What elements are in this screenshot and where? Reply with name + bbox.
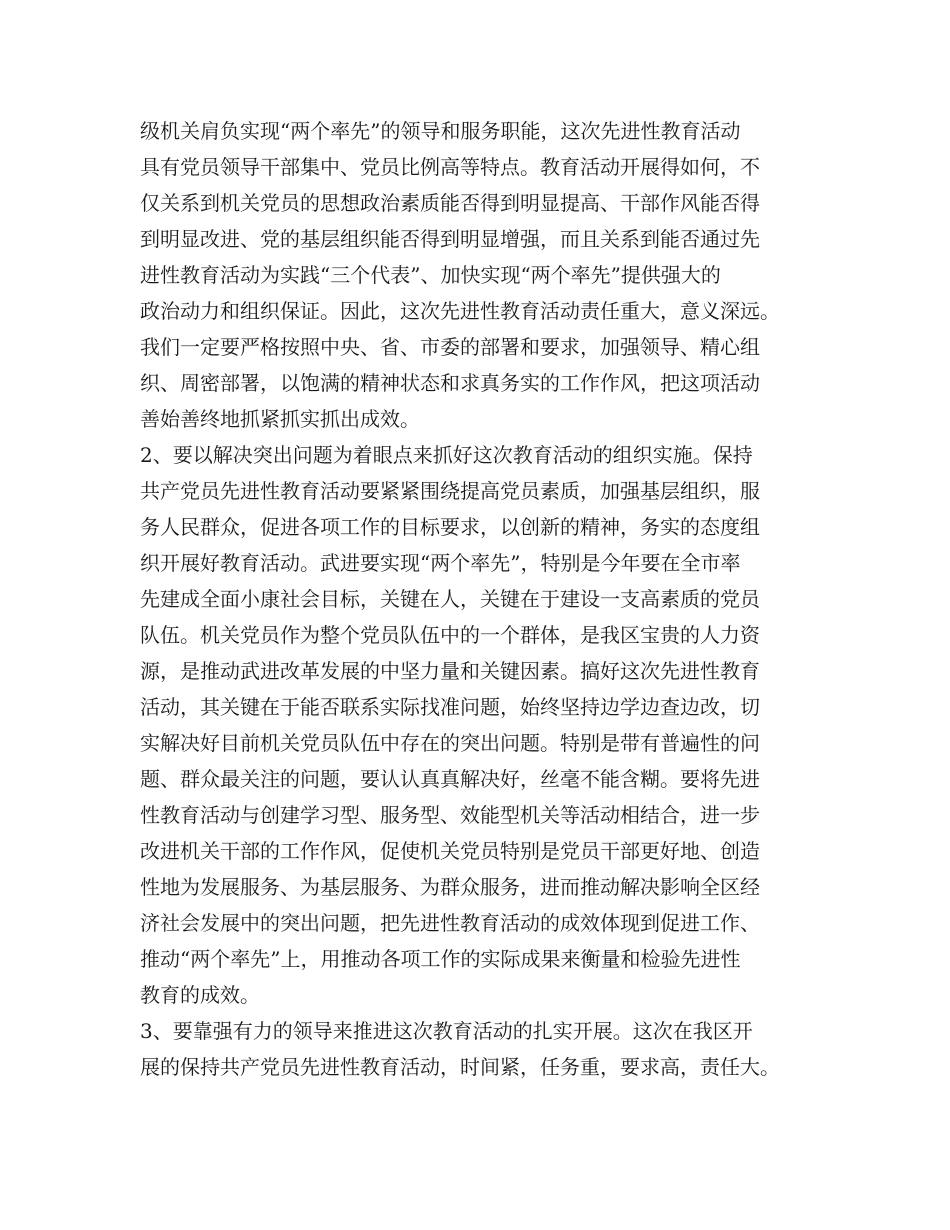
text-line: 济社会发展中的突出问题，把先进性教育活动的成效体现到促进工作、 xyxy=(140,911,760,935)
text-line: 活动，其关键在于能否联系实际找准问题，始终坚持边学边查边改，切 xyxy=(140,695,760,719)
text-line: 3、要靠强有力的领导来推进这次教育活动的扎实开展。这次在我区开 xyxy=(140,1019,753,1043)
text-line: 共产党员先进性教育活动要紧紧围绕提高党员素质，加强基层组织，服 xyxy=(140,479,760,503)
text-line: 2、要以解决突出问题为着眼点来抓好这次教育活动的组织实施。保持 xyxy=(140,443,753,467)
text-line: 织、周密部署，以饱满的精神状态和求真务实的工作作风，把这项活动 xyxy=(140,371,760,395)
text-line: 级机关肩负实现“两个率先”的领导和服务职能，这次先进性教育活动 xyxy=(140,119,741,143)
text-line: 实解决好目前机关党员队伍中存在的突出问题。特别是带有普遍性的问 xyxy=(140,731,760,755)
text-line: 先建成全面小康社会目标，关键在人，关键在于建设一支高素质的党员 xyxy=(140,587,760,611)
text-line: 务人民群众，促进各项工作的目标要求，以创新的精神，务实的态度组 xyxy=(140,515,760,539)
text-line: 推动“两个率先”上，用推动各项工作的实际成果来衡量和检验先进性 xyxy=(140,947,741,971)
text-line: 展的保持共产党员先进性教育活动，时间紧，任务重，要求高，责任大。 xyxy=(140,1055,780,1079)
text-line: 仅关系到机关党员的思想政治素质能否得到明显提高、干部作风能否得 xyxy=(140,191,760,215)
text-line: 队伍。机关党员作为整个党员队伍中的一个群体，是我区宝贵的人力资 xyxy=(140,623,760,647)
text-line: 政治动力和组织保证。因此，这次先进性教育活动责任重大，意义深远。 xyxy=(140,299,780,323)
text-line: 进性教育活动为实践“三个代表”、加快实现“两个率先”提供强大的 xyxy=(140,263,721,287)
document-body xyxy=(140,113,830,1085)
text-line: 善始善终地抓紧抓实抓出成效。 xyxy=(140,407,420,431)
text-line: 织开展好教育活动。武进要实现“两个率先”，特别是今年要在全市率 xyxy=(140,551,741,575)
text-line: 性地为发展服务、为基层服务、为群众服务，进而推动解决影响全区经 xyxy=(140,875,760,899)
text-line: 源，是推动武进改革发展的中坚力量和关键因素。搞好这次先进性教育 xyxy=(140,659,760,683)
text-line: 到明显改进、党的基层组织能否得到明显增强，而且关系到能否通过先 xyxy=(140,227,760,251)
text-line: 具有党员领导干部集中、党员比例高等特点。教育活动开展得如何，不 xyxy=(140,155,760,179)
text-line: 改进机关干部的工作作风，促使机关党员特别是党员干部更好地、创造 xyxy=(140,839,760,863)
text-line: 我们一定要严格按照中央、省、市委的部署和要求，加强领导、精心组 xyxy=(140,335,760,359)
text-line: 教育的成效。 xyxy=(140,983,260,1007)
text-line: 题、群众最关注的问题，要认认真真解决好，丝毫不能含糊。要将先进 xyxy=(140,767,760,791)
text-line: 性教育活动与创建学习型、服务型、效能型机关等活动相结合，进一步 xyxy=(140,803,760,827)
